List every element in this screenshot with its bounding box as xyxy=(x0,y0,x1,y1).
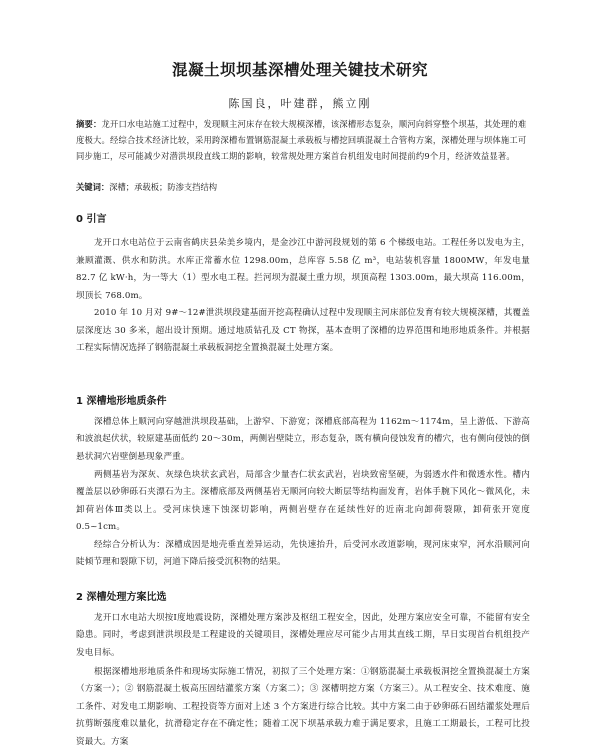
intro-paragraph-1: 龙开口水电站位于云南省鹤庆县朵美乡境内，是金沙江中游河段规划的第 6 个梯级电站。工程任务以发电为主，兼顾灌溉、供水和防洪。水库正常蓄水位 1298.00m，总库容 5.58 亿 m³，电站装机容量 1800MW，年发电量 82.7 亿 kW·h，为一等大（1）型水电工程。拦河坝为混凝土重力坝，坝顶高程 1303.00m，最大坝高 116.00m，坝顶长 768.0m。 xyxy=(76,238,530,301)
paper-title: 混凝土坝坝基深槽处理关键技术研究 xyxy=(171,61,428,79)
schemes-paragraph-1: 龙开口水电站大坝按Ⅰ度地震设防，深槽处理方案涉及枢纽工程安全，因此，处理方案应安全可靠，不能留有安全隐患。同时，考虑到泄洪坝段是工程建设的关键项目，深槽处理应尽可能少占用其直线工期，早日实现首台机组投产发电目标。 xyxy=(76,613,530,658)
section-heading-schemes: 2 深槽处理方案比选 xyxy=(76,592,167,603)
geology-paragraph-2: 两侧基岩为深灰、灰绿色块状玄武岩，局部含少量杏仁状玄武岩，岩块致密坚硬，为弱透水件和微透水性。槽内覆盖层以砂卵砾石夹漂石为主。深槽底部及两侧基岩无顺河向较大断层等结构面发育，岩体手腕下风化～微风化，未卸荷岩体Ⅲ类以上。受河床快速下蚀深切影响，两侧岩壁存在延续性好的近南北向卸荷裂隙，卸荷张开宽度 0.5~1cm。 xyxy=(76,470,530,533)
geology-paragraph-3: 经综合分析认为：深槽成因是地壳垂直差异运动，先快速抬升，后受河水改道影响，现河床束窄，河水沿顺河向陡倾节理和裂隙下切，河道下降后接受沉积物的结果。 xyxy=(76,540,530,568)
keywords-text: 深槽；承载板；防渗支挡结构 xyxy=(109,182,218,192)
intro-paragraph-2: 2010 年 10 月对 9#～12#泄洪坝段建基面开挖高程确认过程中发现顺主河床部位发育有较大规模深槽，其覆盖层深度达 30 多米，超出设计预期。通过地质钻孔及 CT 物探，基本查明了深槽的边界范围和地形地质条件。并根据工程实际情况选择了钢筋混凝土承载板洞挖全置换混凝土处理方案。 xyxy=(76,308,530,354)
abstract-text: 龙开口水电站施工过程中，发现顺主河床存在较大规模深槽，该深槽形态复杂，顺河向斜穿整个坝基，其处理的难度极大。经综合技术经济比较，采用跨深槽布置钢筋混凝土承载板与槽挖回填混凝土合管构方案，深槽处理与坝体施工可同步施工，尽可能减少对潜洪坝段直线工期的影响，较常规处理方案首台机组发电时间提前约9个月，经济效益显著。 xyxy=(76,119,527,161)
section-heading-intro: 0 引言 xyxy=(76,214,107,225)
section-heading-geology: 1 深槽地形地质条件 xyxy=(76,396,167,407)
keywords-label: 关键词： xyxy=(76,182,110,192)
geology-paragraph-1: 深槽总体上顺河向穿越泄洪坝段基础，上游窄、下游宽；深槽底部高程为 1162m～1174m，呈上游低、下游高和波浪起伏状，较原建基面低约 20～30m，两侧岩壁陡立，形态复杂，既有横向侵蚀发育的槽穴，也有侧向侵蚀的倒悬状洞穴岩壁倒悬现象严重。 xyxy=(76,417,530,462)
abstract-label: 摘要： xyxy=(76,119,102,129)
abstract xyxy=(76,116,528,164)
keywords xyxy=(76,181,528,193)
paper-authors: 陈国良，叶建群，熊立刚 xyxy=(228,97,372,110)
schemes-paragraph-2: 根据深槽地形地质条件和现场实际施工情况，初拟了三个处理方案：①钢筋混凝土承载板洞挖全置换混凝土方案（方案一）；② 钢筋混凝土板高压固结灌浆方案（方案二）；③ 深槽明挖方案（方案三）。从工程安全、技术难度、施工条件、对发电工期影响、工程投资等方面对上述 3 个方案进行综合比较。其中方案二由于砂卵砾石固结灌浆处理后抗剪断强度难以量化，抗滑稳定存在不确定性；随着工况下坝基承载力难于满足要求，且施工工期最长，工程可比投资最大。方案 xyxy=(76,667,530,747)
